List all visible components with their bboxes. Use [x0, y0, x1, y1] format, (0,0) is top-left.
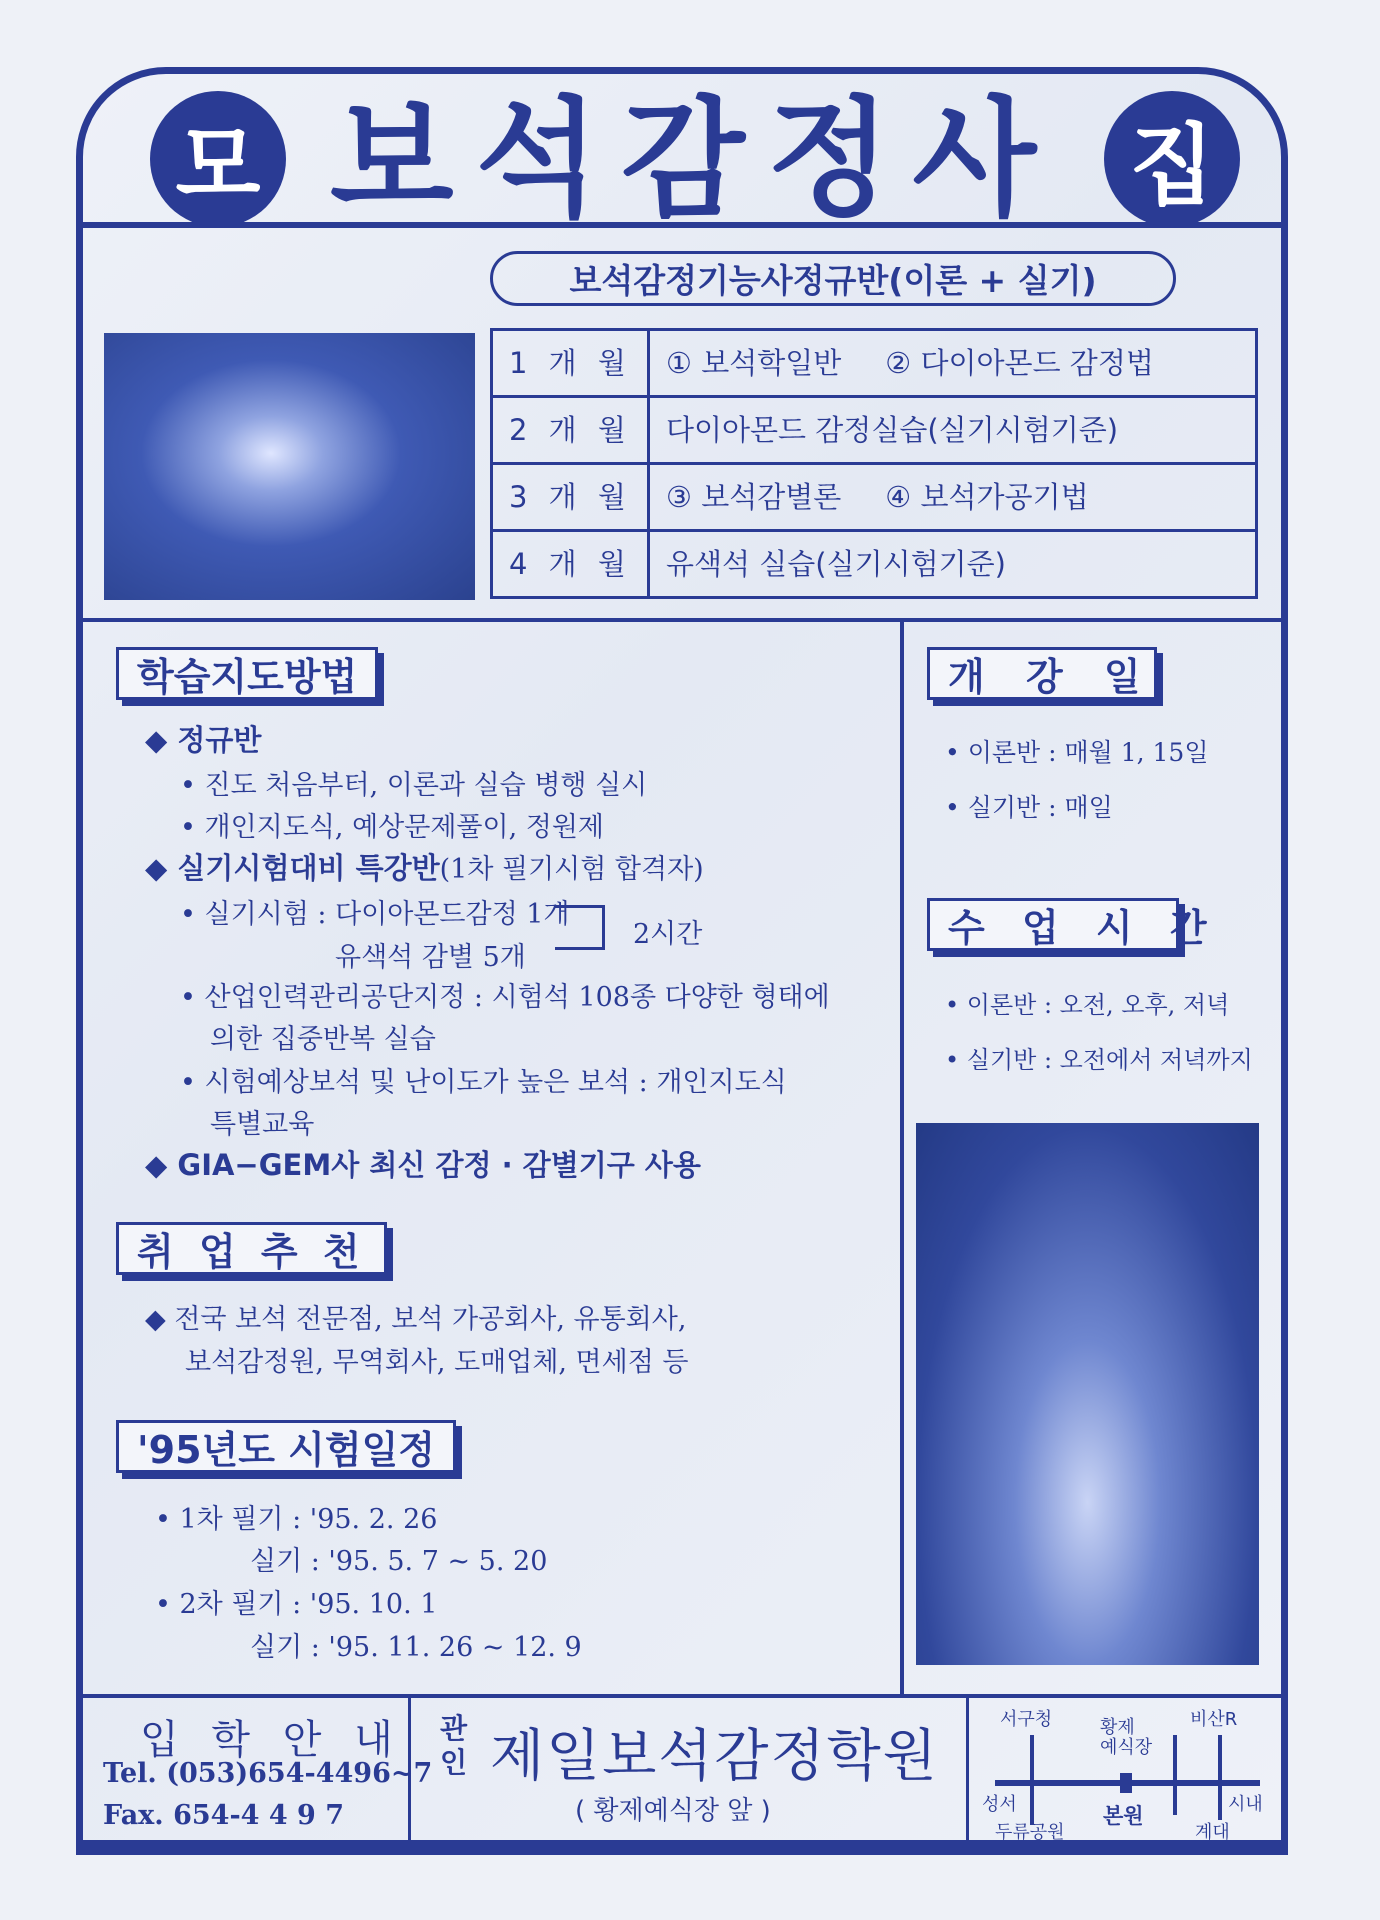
map-road — [1030, 1735, 1034, 1825]
map-label: 두류공원 — [995, 1822, 1065, 1843]
opening-item: • 실기반 : 매일 — [945, 793, 1113, 822]
list-item: • 산업인력관리공단지정 : 시험석 108종 다양한 형태에 — [180, 982, 830, 1013]
table-row — [492, 330, 1257, 397]
map-label: 본원 — [1103, 1804, 1144, 1828]
gia-line: ◆ GIA−GEM사 최신 감정 · 감별기구 사용 — [145, 1148, 701, 1182]
list-item: • 시험예상보석 및 난이도가 높은 보석 : 개인지도식 — [180, 1067, 787, 1098]
school-marker — [1120, 1773, 1132, 1793]
schedule-item: 실기 : '95. 5. 7 ~ 5. 20 — [250, 1546, 548, 1577]
table-row — [492, 397, 1257, 464]
badge-right: 집 — [1104, 91, 1240, 227]
month-cell: 2 개 월 — [492, 397, 649, 464]
school-name: 제일보석감정학원 — [490, 1724, 939, 1789]
list-item: • 진도 처음부터, 이론과 실습 병행 실시 — [180, 770, 648, 801]
class-time-item: • 이론반 : 오전, 오후, 저녁 — [945, 991, 1230, 1019]
list-item: 보석감정원, 무역회사, 도매업체, 면세점 등 — [185, 1347, 689, 1378]
item: ② 다이아몬드 감정법 — [885, 345, 1154, 380]
divider — [83, 1694, 1281, 1698]
table-row — [492, 464, 1257, 531]
divider — [900, 620, 904, 1696]
special-title: ◆ 실기시험대비 특강반 — [145, 851, 440, 885]
scale-photo — [916, 1123, 1259, 1665]
map-label: 서구청 — [1000, 1709, 1053, 1730]
map-label: 시내 — [1228, 1794, 1263, 1815]
list-item: ◆ 전국 보석 전문점, 보석 가공회사, 유통회사, — [145, 1304, 687, 1335]
tel[interactable]: Tel. (053)654-4496~7 — [103, 1758, 433, 1789]
schedule-item: 실기 : '95. 11. 26 ~ 12. 9 — [250, 1632, 582, 1663]
method-heading: 학습지도방법 — [116, 647, 378, 700]
schedule-item: • 2차 필기 : '95. 10. 1 — [155, 1589, 438, 1620]
month-cell: 3 개 월 — [492, 464, 649, 531]
schedule-heading: '95년도 시험일정 — [116, 1420, 456, 1473]
page-title: 보석감정사 — [330, 85, 1059, 234]
list-item: 유색석 감별 5개 — [335, 942, 526, 973]
admission-label: 입 학 안 내 — [140, 1717, 403, 1763]
opening-item: • 이론반 : 매월 1, 15일 — [945, 738, 1209, 767]
divider — [83, 618, 1281, 622]
schedule-item: • 1차 필기 : '95. 2. 26 — [155, 1504, 438, 1535]
item: ③ 보석감별론 — [666, 479, 842, 514]
location: ( 황제예식장 앞 ) — [575, 1796, 771, 1826]
approval-mark: 관인 — [440, 1712, 468, 1779]
content-cell: 유색석 실습(실기시험기준) — [649, 531, 1257, 598]
content-cell — [649, 464, 1257, 531]
month-cell: 1 개 월 — [492, 330, 649, 397]
list-item: • 개인지도식, 예상문제풀이, 정원제 — [180, 812, 604, 843]
badge-left: 모 — [150, 91, 286, 227]
map-label: 성서 — [982, 1794, 1017, 1815]
map-label: 황제 예식장 — [1100, 1717, 1153, 1758]
class-time-item: • 실기반 : 오전에서 저녁까지 — [945, 1046, 1253, 1074]
item: ④ 보석가공기법 — [885, 479, 1089, 514]
content-cell — [649, 330, 1257, 397]
list-item: • 실기시험 : 다이아몬드감정 1개 — [180, 899, 570, 930]
map-label: 계대 — [1195, 1822, 1230, 1843]
exam-time: 2시간 — [633, 919, 703, 950]
class-time-heading: 수 업 시 간 — [927, 898, 1179, 951]
list-item: 특별교육 — [210, 1109, 315, 1140]
fax: Fax. 654-4 4 9 7 — [103, 1800, 344, 1831]
jewelry-photo — [104, 333, 475, 600]
course-title: 보석감정기능사정규반(이론 + 실기) — [490, 251, 1176, 306]
map-road — [1173, 1735, 1177, 1815]
table-row — [492, 531, 1257, 598]
divider — [966, 1696, 969, 1848]
employment-heading: 취 업 추 천 — [116, 1222, 387, 1275]
curriculum-table — [490, 328, 1258, 599]
bracket — [555, 905, 605, 950]
divider — [76, 1840, 1288, 1855]
special-note: (1차 필기시험 합격자) — [439, 854, 704, 885]
special-heading — [145, 846, 704, 887]
map-label: 비산R — [1190, 1709, 1238, 1730]
regular-heading: ◆ 정규반 — [145, 723, 262, 757]
list-item: 의한 집중반복 실습 — [210, 1024, 436, 1055]
opening-heading: 개 강 일 — [927, 647, 1157, 700]
month-cell: 4 개 월 — [492, 531, 649, 598]
map-road — [1218, 1735, 1222, 1820]
item: ① 보석학일반 — [666, 345, 842, 380]
content-cell: 다이아몬드 감정실습(실기시험기준) — [649, 397, 1257, 464]
